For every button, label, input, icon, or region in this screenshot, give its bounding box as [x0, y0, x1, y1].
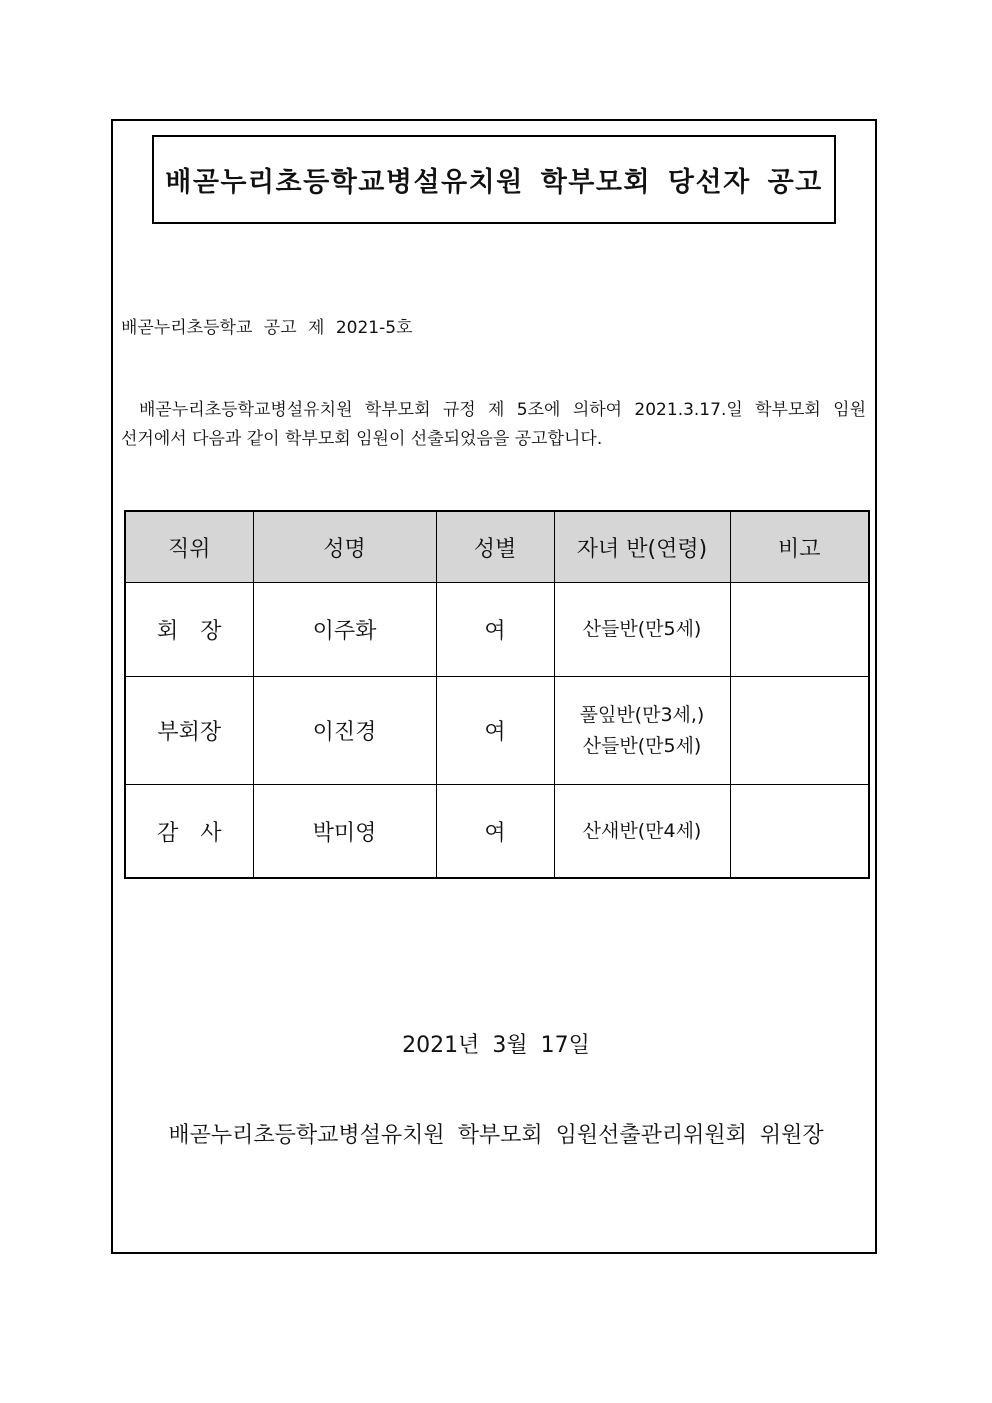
body-line-2: 선거에서 다음과 같이 학부모회 임원이 선출되었음을 공고합니다. [121, 429, 603, 449]
header-gender: 성별 [436, 511, 554, 583]
header-position: 직위 [125, 511, 253, 583]
cell-position: 감사 [125, 785, 253, 879]
cell-note [730, 785, 869, 879]
cell-name: 박미영 [253, 785, 436, 879]
cell-note [730, 677, 869, 785]
officers-table [124, 510, 870, 879]
cell-note [730, 583, 869, 677]
cell-gender: 여 [436, 583, 554, 677]
document-title: 배곧누리초등학교병설유치원 학부모회 당선자 공고 [165, 167, 823, 198]
header-note: 비고 [730, 511, 869, 583]
body-line-1: 배곧누리초등학교병설유치원 학부모회 규정 제 5조에 의하여 2021.3.17.일 학부모회 임원 [139, 400, 866, 420]
child-class-line: 풀잎반(만3세,) [579, 703, 705, 726]
header-child-class: 자녀 반(연령) [554, 511, 730, 583]
cell-position: 회장 [125, 583, 253, 677]
cell-name: 이주화 [253, 583, 436, 677]
cell-child-class [554, 785, 730, 879]
table-header-row [125, 511, 869, 583]
child-class-line: 산들반(만5세) [582, 618, 702, 640]
table-row [125, 583, 869, 677]
cell-gender: 여 [436, 785, 554, 879]
announcement-body [121, 396, 866, 454]
cell-gender: 여 [436, 677, 554, 785]
title-box [152, 135, 836, 224]
table-row [125, 785, 869, 879]
cell-position: 부회장 [125, 677, 253, 785]
cell-child-class [554, 677, 730, 785]
notice-number: 배곧누리초등학교 공고 제 2021-5호 [121, 318, 413, 338]
header-name: 성명 [253, 511, 436, 583]
signer: 배곧누리초등학교병설유치원 학부모회 임원선출관리위원회 위원장 [168, 1123, 824, 1148]
cell-name: 이진경 [253, 677, 436, 785]
child-class-line: 산들반(만5세) [582, 734, 702, 757]
table-row [125, 677, 869, 785]
child-class-line: 산새반(만4세) [582, 819, 702, 842]
cell-child-class [554, 583, 730, 677]
announcement-date: 2021년 3월 17일 [402, 1033, 590, 1058]
